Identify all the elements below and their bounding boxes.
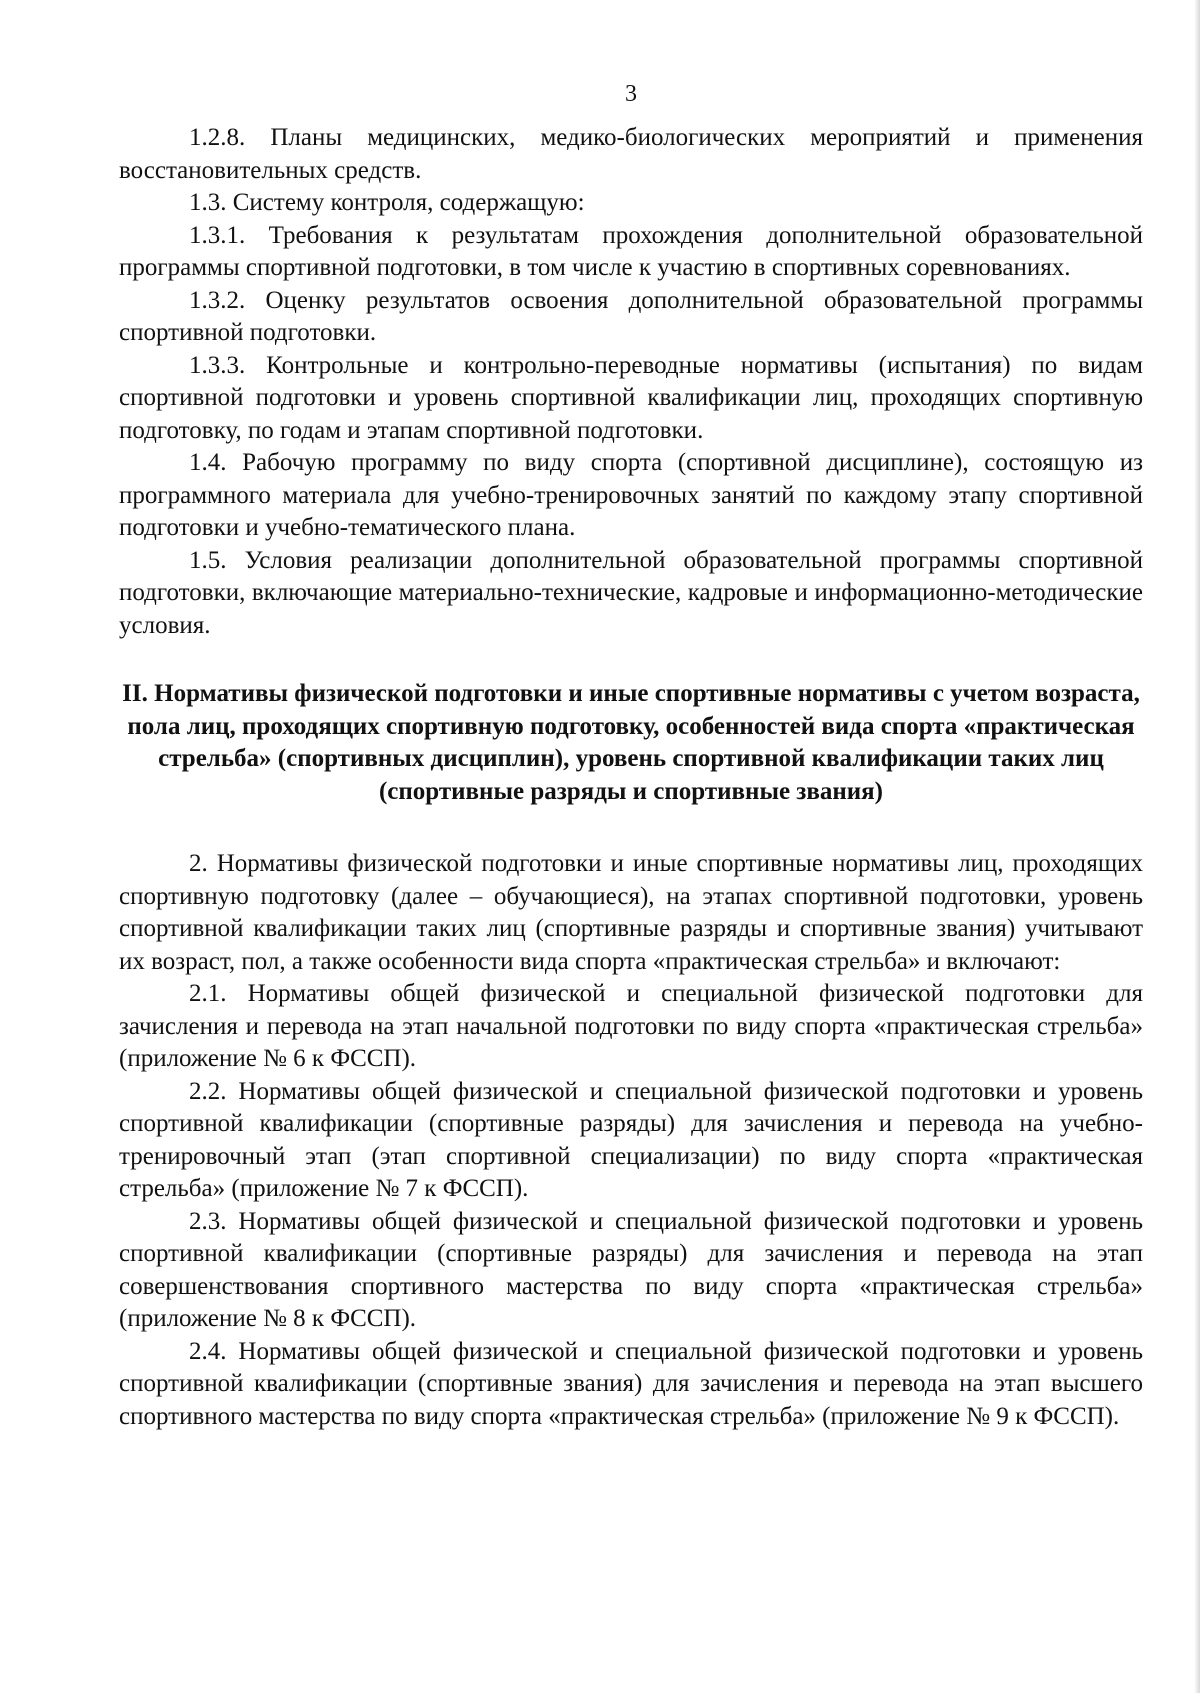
paragraph-1-5: 1.5. Условия реализации дополнительной образовательной программы спортивной подготовки, включающие материально-технические, кадровые и информационно-методические условия. — [119, 546, 1143, 639]
paragraphs-bottom — [119, 848, 1143, 1433]
paragraph-1-3-1: 1.3.1. Требования к результатам прохождения дополнительной образовательной программы спортивной подготовки, в том числе к участию в спортивных соревнованиях. — [119, 221, 1143, 281]
paragraph-1-3-2: 1.3.2. Оценку результатов освоения дополнительной образовательной программы спортивной подготовки. — [119, 286, 1143, 346]
section-heading: II. Нормативы физической подготовки и иные спортивные нормативы с учетом возраста, пола лиц, проходящих спортивную подготовку, особенностей вида спорта «практическая стрельба» (спортивных дисциплин), уровень спортивной квалификации таких лиц (спортивные разряды и спортивные звания) — [122, 680, 1140, 805]
paragraph-1-3: 1.3. Систему контроля, содержащую: — [189, 189, 585, 216]
paragraph-2-2: 2.2. Нормативы общей физической и специальной физической подготовки и уровень спортивной квалификации (спортивные разряды) для зачисления и перевода на учебно-тренировочный этап (этап спортивной специализации) по виду спорта «практическая стрельба» (приложение № 7 к ФССП). — [119, 1077, 1143, 1202]
paragraph-1-3-3: 1.3.3. Контрольные и контрольно-переводные нормативы (испытания) по видам спортивной подготовки и уровень спортивной квалификации лиц, проходящих спортивную подготовку, по годам и этапам спортивной подготовки. — [119, 351, 1143, 444]
paragraph-1-2-8: 1.2.8. Планы медицинских, медико-биологических мероприятий и применения восстановительных средств. — [119, 124, 1143, 184]
paragraph-2-1: 2.1. Нормативы общей физической и специальной физической подготовки для зачисления и перевода на этап начальной подготовки по виду спорта «практическая стрельба» (приложение № 6 к ФССП). — [119, 980, 1143, 1072]
paragraph-1-4: 1.4. Рабочую программу по виду спорта (спортивной дисциплине), состоящую из программного материала для учебно-тренировочных занятий по каждому этапу спортивной подготовки и учебно-тематического плана. — [119, 449, 1143, 541]
page-content — [119, 78, 1143, 1433]
page-number: 3 — [625, 81, 637, 107]
paragraph-2: 2. Нормативы физической подготовки и иные спортивные нормативы лиц, проходящих спортивную подготовку (далее – обучающиеся), на этапах спортивной подготовки, уровень спортивной квалификации таких лиц (спортивные разряды и спортивные звания) учитывают их возраст, пол, а также особенности вида спорта «практическая стрельба» и включают: — [119, 850, 1143, 975]
paragraphs-top — [119, 122, 1143, 642]
paragraph-2-4: 2.4. Нормативы общей физической и специальной физической подготовки и уровень спортивной квалификации (спортивные звания) для зачисления и перевода на этап высшего спортивного мастерства по виду спорта «практическая стрельба» (приложение № 9 к ФССП). — [119, 1337, 1143, 1430]
paragraph-2-3: 2.3. Нормативы общей физической и специальной физической подготовки и уровень спортивной квалификации (спортивные разряды) для зачисления и перевода на этап совершенствования спортивного мастерства по виду спорта «практическая стрельба» (приложение № 8 к ФССП). — [119, 1207, 1143, 1332]
scan-edge — [1194, 0, 1200, 1693]
